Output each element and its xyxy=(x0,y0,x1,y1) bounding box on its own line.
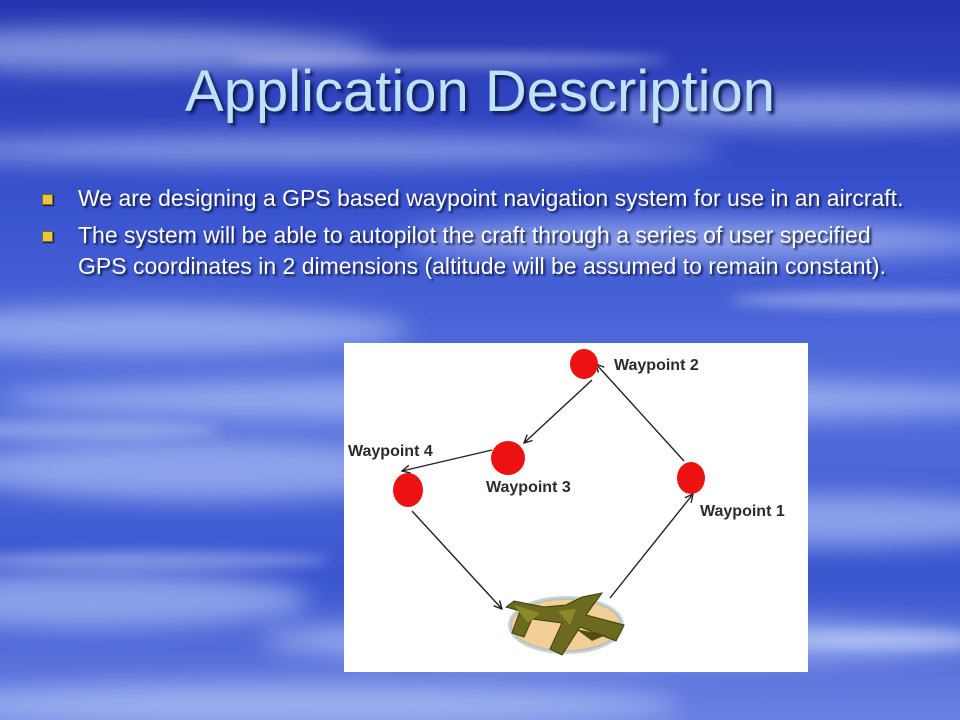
bullet-square-icon xyxy=(42,194,53,205)
path-arrow xyxy=(412,511,502,609)
path-arrow xyxy=(524,380,592,443)
bullet-item xyxy=(38,183,918,214)
waypoint-2-label: Waypoint 2 xyxy=(614,357,699,374)
bullet-list xyxy=(38,183,918,288)
waypoint-1-label: Waypoint 1 xyxy=(700,503,785,520)
path-arrow xyxy=(610,494,693,598)
waypoint-diagram-svg xyxy=(344,343,808,672)
waypoint-2-marker xyxy=(570,349,598,379)
aircraft-icon xyxy=(506,593,624,655)
waypoint-3-marker xyxy=(491,441,525,475)
waypoint-4-label: Waypoint 4 xyxy=(348,443,433,460)
bullet-text: We are designing a GPS based waypoint navigation system for use in an aircraft. xyxy=(78,185,904,211)
waypoint-1-marker xyxy=(677,462,705,494)
path-arrow xyxy=(596,364,684,461)
waypoint-4-marker xyxy=(393,473,423,507)
bullet-item xyxy=(38,220,918,282)
bullet-square-icon xyxy=(42,231,53,242)
slide-title: Application Description xyxy=(185,59,775,124)
bullet-text: The system will be able to autopilot the craft through a series of user specified GPS coordinates in 2 dimensions (altitude will be assumed to remain constant). xyxy=(78,222,886,279)
waypoint-3-label: Waypoint 3 xyxy=(486,479,571,496)
waypoint-diagram xyxy=(344,343,808,672)
